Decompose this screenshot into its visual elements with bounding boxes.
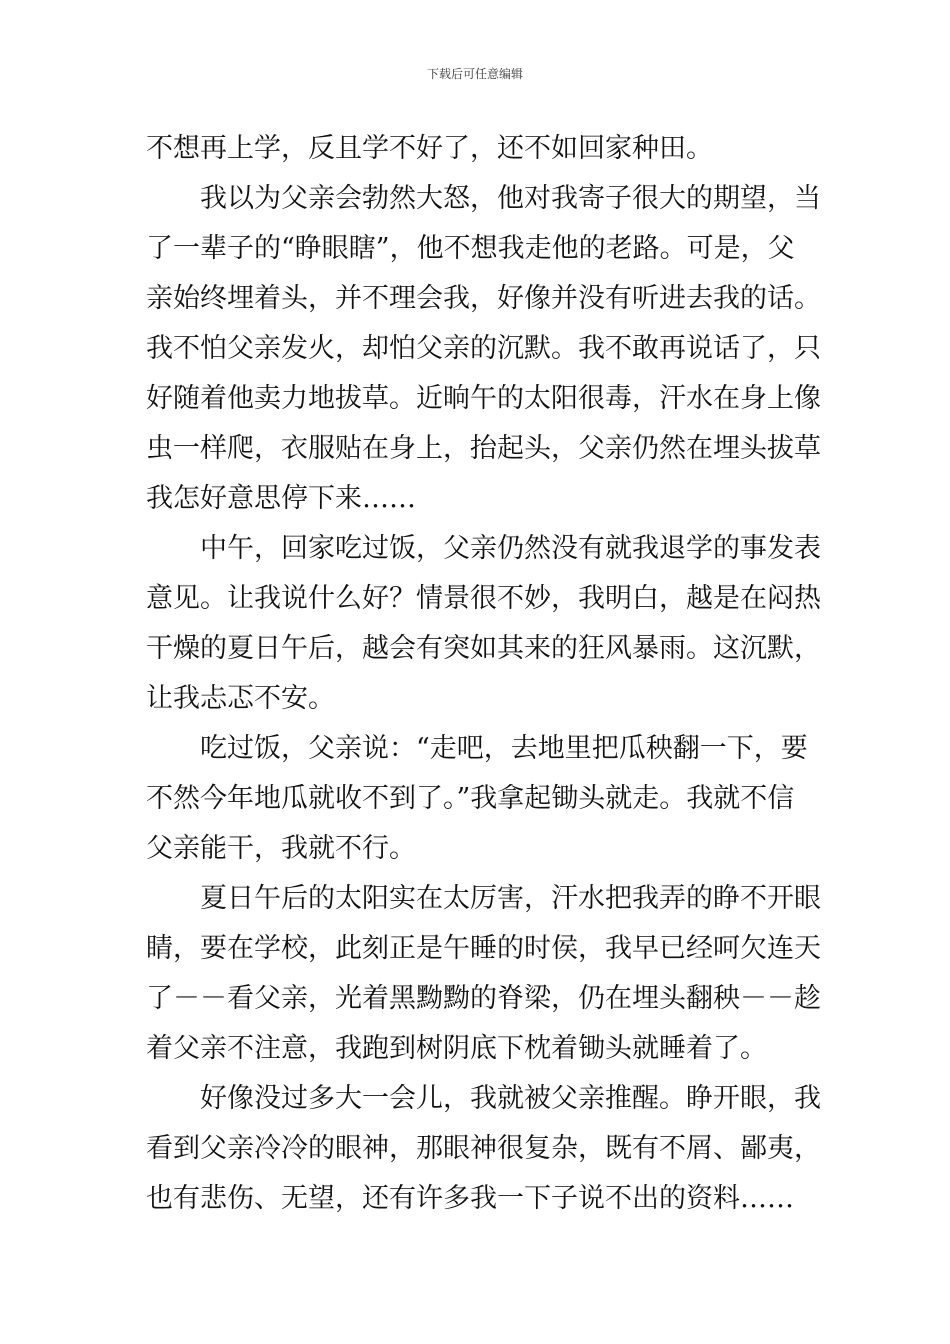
text-line: 我以为父亲会勃然大怒，他对我寄子很大的期望，当 <box>200 183 821 214</box>
text-line: 父亲能干，我就不行。 <box>146 833 416 864</box>
text-line: 虫一样爬，衣服贴在身上，抬起头，父亲仍然在埋头拔草 <box>146 433 821 464</box>
text-line: 吃过饭，父亲说：“走吧，去地里把瓜秧翻一下，要 <box>200 733 808 764</box>
page-header: 下载后可任意编辑 <box>426 67 523 81</box>
text-line: 亲始终埋着头，并不理会我，好像并没有听进去我的话。 <box>146 283 821 314</box>
text-line: 了－－看父亲，光着黑黝黝的脊梁，仍在埋头翻秧－－趁 <box>146 983 821 1014</box>
text-line: 我怎好意思停下来…… <box>146 483 416 514</box>
text-line: 也有悲伤、无望，还有许多我一下子说不出的资料…… <box>146 1183 794 1214</box>
text-line: 让我忐忑不安。 <box>146 683 335 714</box>
text-line: 干燥的夏日午后，越会有突如其来的狂风暴雨。这沉默， <box>146 633 821 664</box>
text-line: 好随着他卖力地拔草。近晌午的太阳很毒，汗水在身上像 <box>146 383 821 414</box>
text-line: 了一辈子的“睁眼瞎”，他不想我走他的老路。可是，父 <box>146 233 795 264</box>
text-line: 好像没过多大一会儿，我就被父亲推醒。睁开眼，我 <box>200 1083 821 1114</box>
text-line: 我不怕父亲发火，却怕父亲的沉默。我不敢再说话了，只 <box>146 333 821 364</box>
text-line: 中午，回家吃过饭，父亲仍然没有就我退学的事发表 <box>200 533 821 564</box>
document-body <box>146 124 821 1224</box>
text-line: 着父亲不注意，我跑到树阴底下枕着锄头就睡着了。 <box>146 1033 767 1064</box>
text-line: 看到父亲冷冷的眼神，那眼神很复杂，既有不屑、鄙夷， <box>146 1133 821 1164</box>
text-line: 不然今年地瓜就收不到了。”我拿起锄头就走。我就不信 <box>146 783 795 814</box>
text-line: 意见。让我说什么好？情景很不妙，我明白，越是在闷热 <box>146 583 821 614</box>
text-line: 睛，要在学校，此刻正是午睡的时侯，我早已经呵欠连天 <box>146 933 821 964</box>
text-line: 夏日午后的太阳实在太厉害，汗水把我弄的睁不开眼 <box>200 883 821 914</box>
text-line: 不想再上学，反且学不好了，还不如回家种田。 <box>146 133 713 164</box>
